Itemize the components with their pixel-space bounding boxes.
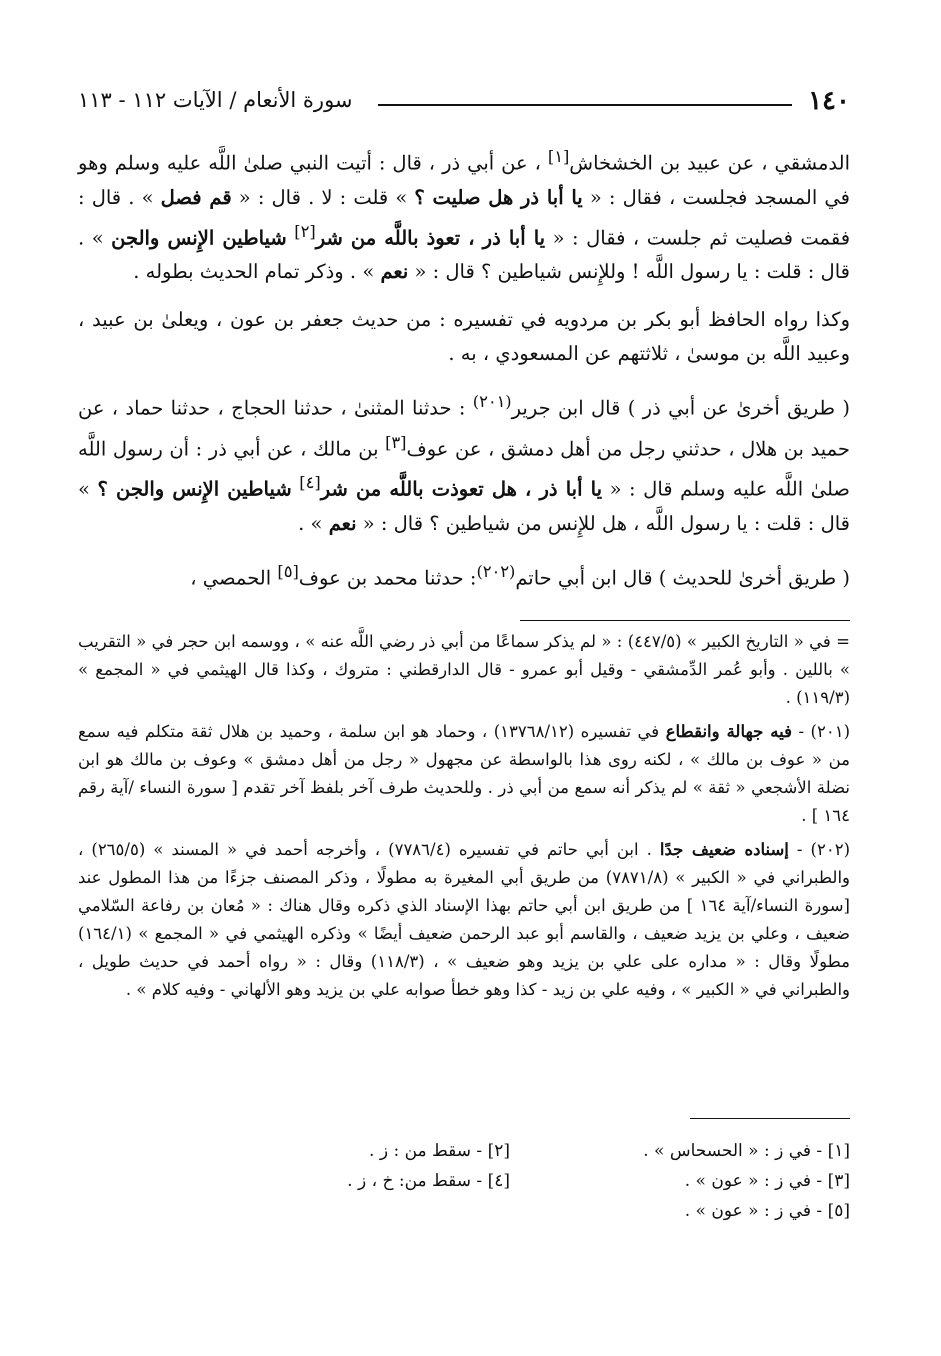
footnote-ref: (٢٠٢) (476, 561, 516, 581)
hadith-quote: يا أبا ذر ، تعوذ باللَّه من شر (315, 226, 546, 249)
footnote-202: (٢٠٢) - إسناده ضعيف جدًا . ابن أبي حاتم في تفسيره (٧٧٨٦/٤) ، وأخرجه أحمد في « المسند » (٢٦٥/٥) ، والطبراني في « الكبير » (٧٨٧١/٨) من طريق أبي المغيرة به مطولًا ، وذكر المصنف جزءًا من هذا المطول عند [سورة النساء/آية ١٦٤ ] من طريق ابن أبي حاتم بهذا الإسناد الذي ذكره وقال هناك : « مُعان بن رفاعة السّلامي ضعيف ، وعلي بن يزيد ضعيف ، والقاسم أبو عبد الرحمن ضعيف أيضًا » وذكره الهيثمي في « المجمع » (١٦٤/١) مطولًا وقال : « مداره على علي بن يزيد وهو ضعيف » ، (١١٨/٣) وقال : « رواه أحمد في حديث طويل ، والطبراني في « الكبير » ، وفيه علي بن زيد - كذا وهو خطأ صوابه علي بن يزيد وهو الألهاني - وفيه كلام » . (78, 840, 850, 999)
variant-marker: [٣] (385, 432, 407, 452)
variant-note: [١] - في ز : « الحسحاس » . (643, 1141, 850, 1161)
variant-marker: [١] (547, 147, 570, 166)
variant-marker: [٥] (277, 561, 299, 581)
page-number: ١٤٠ (808, 86, 850, 116)
hadith-quote: نعم (380, 260, 409, 283)
paragraph-3: ( طريق أخرىٰ عن أبي ذر ) قال ابن جرير$^{(٢٠١)}$ : حدثنا المثنىٰ ، حدثنا الحجاج ، حدثنا حماد ، عن حميد بن هلال ، حدثني رجل من أهل دمشق ، عن عوف[٣] بن مالك ، عن أبي ذر : أن رسول اللَّه صلىٰ اللَّه عليه وسلم قال : « يا أبا ذر ، هل تعوذت باللَّه من شر[٤] شياطين الإِنس والجن ؟ » قال : قلت : يا رسول اللَّه ، هل للإِنس من شياطين ؟ قال : « نعم » . (78, 392, 851, 535)
footnote-ref: (٢٠١) (472, 392, 512, 411)
paragraph-2: وكذا رواه الحافظ أبو بكر بن مردويه في تفسيره : من حديث جعفر بن عون ، ويعلىٰ بن عبيد ، وعبيد اللَّه بن موسىٰ ، ثلاثتهم عن المسعودي ، به . (78, 308, 850, 365)
variant-marker: [٢] (294, 221, 316, 241)
page-header (78, 86, 850, 126)
manuscript-variants (230, 1136, 850, 1226)
paragraph-1: الدمشقي ، عن عبيد بن الخشخاش[١] ، عن أبي ذر ، قال : أتيت النبي صلىٰ اللَّه عليه وسلم وهو في المسجد فجلست ، فقال : « يا أبا ذر هل صليت ؟ » قلت : لا . قال : « قم فصل » . قال : فقمت فصليت ثم جلست ، فقال : « يا أبا ذر ، تعوذ باللَّه من شر[٢] شياطين الإِنس والجن » . قال : قلت : يا رسول اللَّه ! وللإِنس شياطين ؟ قال : « نعم » . وذكر تمام الحديث بطوله . (78, 147, 851, 283)
hadith-quote: شياطين الإِنس والجن ؟ (97, 477, 292, 501)
variant-note: [٥] - في ز : « عون » . (684, 1201, 850, 1221)
hadith-quote: قم فصل (160, 185, 232, 209)
footnote-separator (520, 620, 850, 621)
variant-note: [٤] - سقط من: خ ، ز . (347, 1171, 510, 1191)
hadith-quote: يا أبا ذر هل صليت ؟ (414, 185, 583, 209)
footnote-201: (٢٠١) - فيه جهالة وانقطاع في تفسيره (١٣٧٦٨/١٢) ، وحماد هو ابن سلمة ، وحميد بن هلال ثقة متكلم فيه سمع من « عوف بن مالك » ، لكنه روى هذا بالواسطة عن مجهول « رجل من أهل دمشق » وعوف بن مالك هو ابن نضلة الأشجعي « ثقة » لم يذكر أنه سمع من أبي ذر . وللحديث طرف آخر بلفظ آخر تقدم [ سورة النساء /آية رقم ١٦٤ ] . (78, 722, 850, 825)
header-rule (378, 104, 792, 106)
variant-marker: [٤] (299, 473, 321, 492)
variant-note: [٢] - سقط من : ز . (369, 1141, 510, 1161)
paragraph-4: ( طريق أخرىٰ للحديث ) قال ابن أبي حاتم$^{(٢٠٢)}$: حدثنا محمد بن عوف[٥] الحمصي ، (190, 561, 850, 589)
hadith-quote: نعم (328, 511, 357, 535)
footnote-continuation: = في « التاريخ الكبير » (٤٤٧/٥) : « لم يذكر سماعًا من أبي ذر رضي اللَّه عنه » ، ووسمه ابن حجر في « التقريب » باللين . وأبو عُمر الدِّمشقي - وقيل أبو عمرو - قال الدارقطني : متروك ، وكذا قال الهيثمي في « المجمع » (١١٩/٣) . (78, 632, 850, 707)
hadith-quote: شياطين الإِنس والجن (111, 226, 287, 249)
running-title: سورة الأنعام / الآيات ١١٢ - ١١٣ (78, 88, 353, 112)
variants-separator (690, 1118, 850, 1119)
main-text (78, 140, 850, 609)
hadith-quote: يا أبا ذر ، هل تعوذت باللَّه من شر (320, 477, 603, 501)
variant-note: [٣] - في ز : « عون » . (684, 1171, 850, 1191)
footnotes (78, 628, 850, 1010)
